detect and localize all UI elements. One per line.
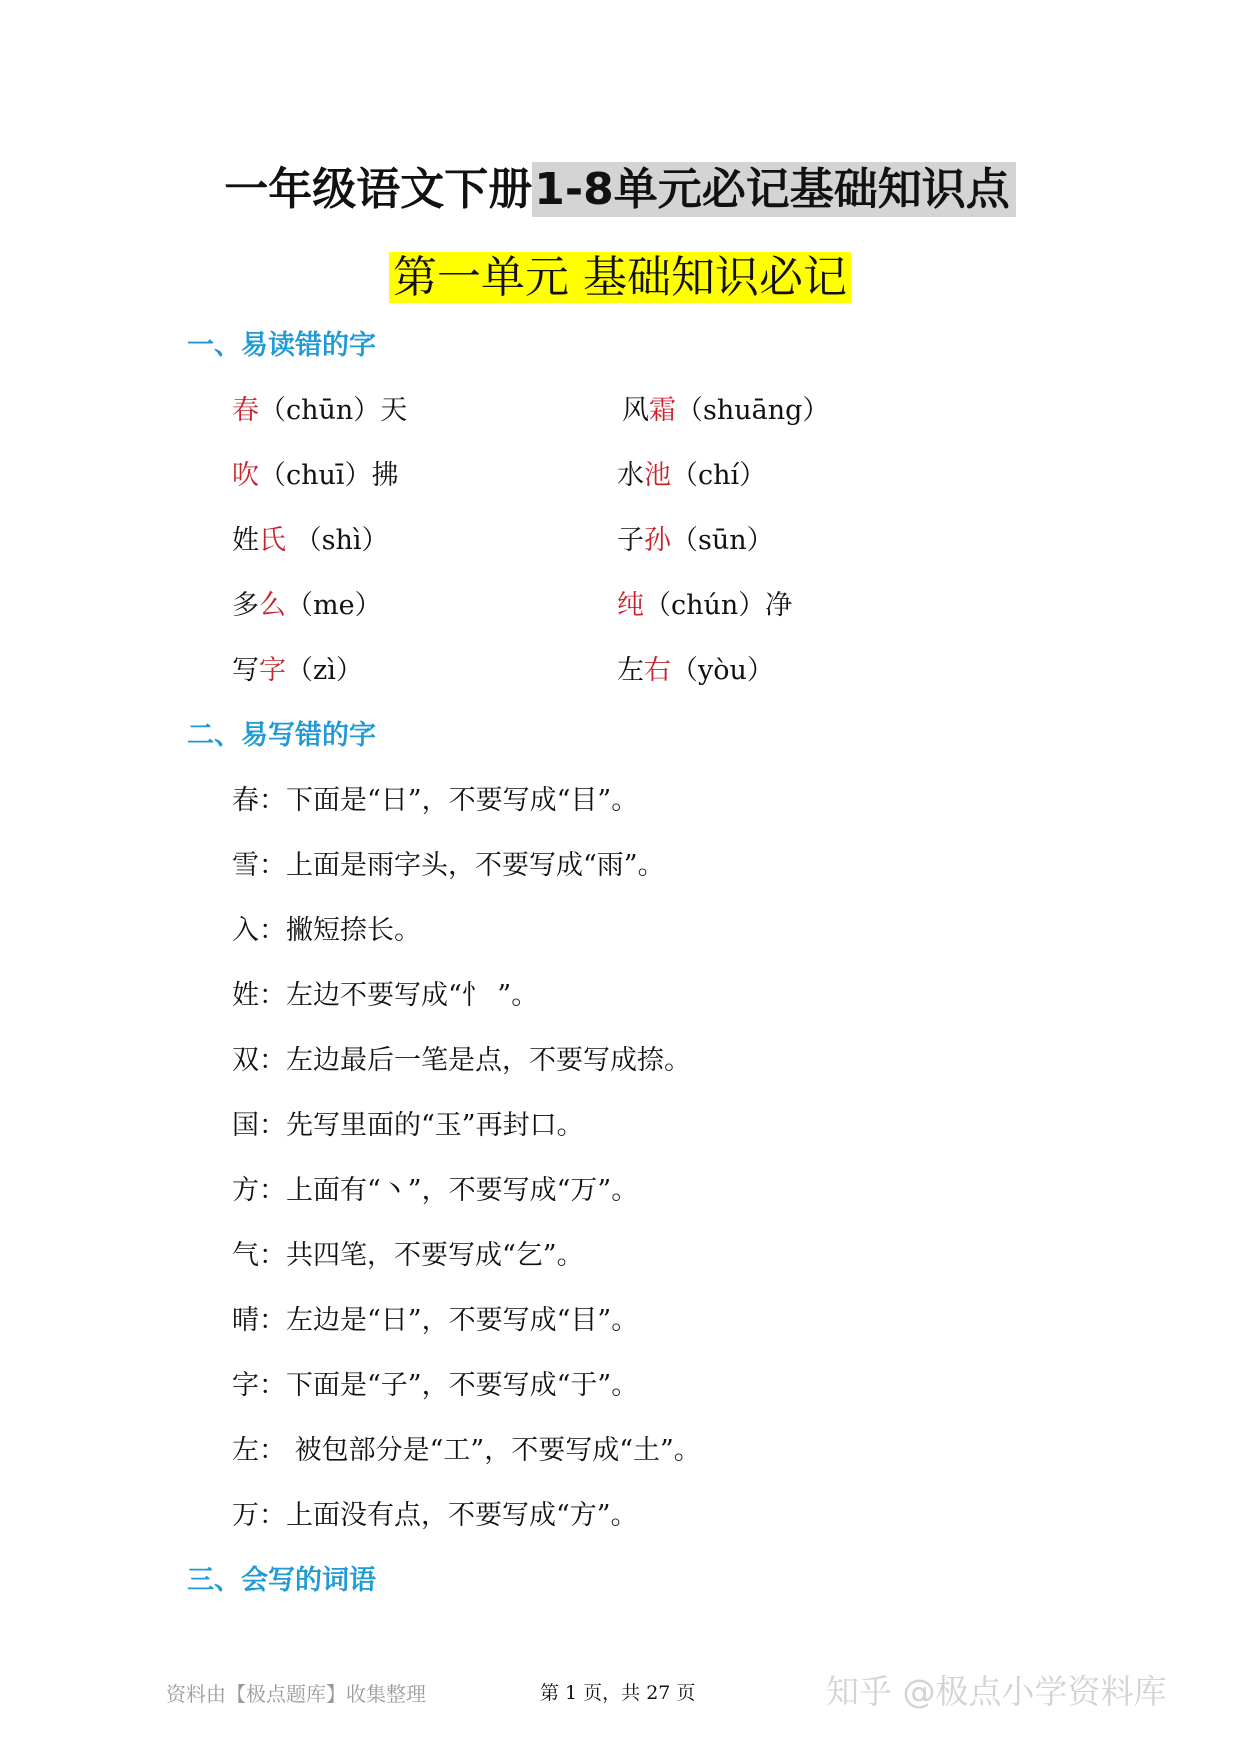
rule-item: 双：左边最后一笔是点，不要写成捺。	[232, 1045, 691, 1076]
rule-item: 姓：左边不要写成“忄 ”。	[232, 980, 539, 1011]
pinyin-item: 多么（me）	[232, 590, 382, 621]
pinyin-item: 吹（chuī）拂	[232, 460, 399, 491]
rule-item: 入：撇短捺长。	[232, 915, 421, 946]
pinyin-item: 水池（chí）	[617, 460, 767, 491]
document-title	[0, 160, 1240, 220]
pinyin-item: 风霜（shuāng）	[622, 395, 830, 426]
section-heading-3: 三、会写的词语	[187, 1565, 376, 1596]
rule-item: 国：先写里面的“玉”再封口。	[232, 1110, 584, 1141]
rule-item: 雪：上面是雨字头，不要写成“雨”。	[232, 850, 665, 881]
unit-title	[0, 248, 1240, 308]
pinyin-item: 姓氏 （shì）	[232, 525, 389, 556]
rule-item: 晴：左边是“日”，不要写成“目”。	[232, 1305, 639, 1336]
watermark: 知乎 @极点小学资料库	[826, 1672, 1167, 1711]
rule-item: 春：下面是“日”，不要写成“目”。	[232, 785, 639, 816]
pinyin-item: 春（chūn）天	[232, 395, 408, 426]
rule-item: 方：上面有“丶”，不要写成“万”。	[232, 1175, 639, 1206]
rule-item: 字：下面是“子”，不要写成“于”。	[232, 1370, 639, 1401]
footer-source: 资料由【极点题库】收集整理	[166, 1682, 426, 1706]
title-part-1: 一年级语文下册	[224, 164, 533, 215]
pinyin-item: 左右（yòu）	[617, 655, 774, 686]
section-heading-2: 二、易写错的字	[187, 720, 376, 751]
title-part-2: 1-8单元必记基础知识点	[532, 162, 1016, 217]
pinyin-item: 纯（chún）净	[617, 590, 793, 621]
pinyin-item: 子孙（sūn）	[617, 525, 774, 556]
section-heading-1: 一、易读错的字	[187, 330, 376, 361]
page-number: 第 1 页，共 27 页	[540, 1682, 696, 1704]
rule-item: 气：共四笔，不要写成“乞”。	[232, 1240, 584, 1271]
rule-item: 万：上面没有点，不要写成“方”。	[232, 1500, 638, 1531]
pinyin-item: 写字（zì）	[232, 655, 363, 686]
rule-item: 左： 被包部分是“工”，不要写成“土”。	[232, 1435, 701, 1466]
unit-title-text: 第一单元 基础知识必记	[389, 252, 851, 303]
